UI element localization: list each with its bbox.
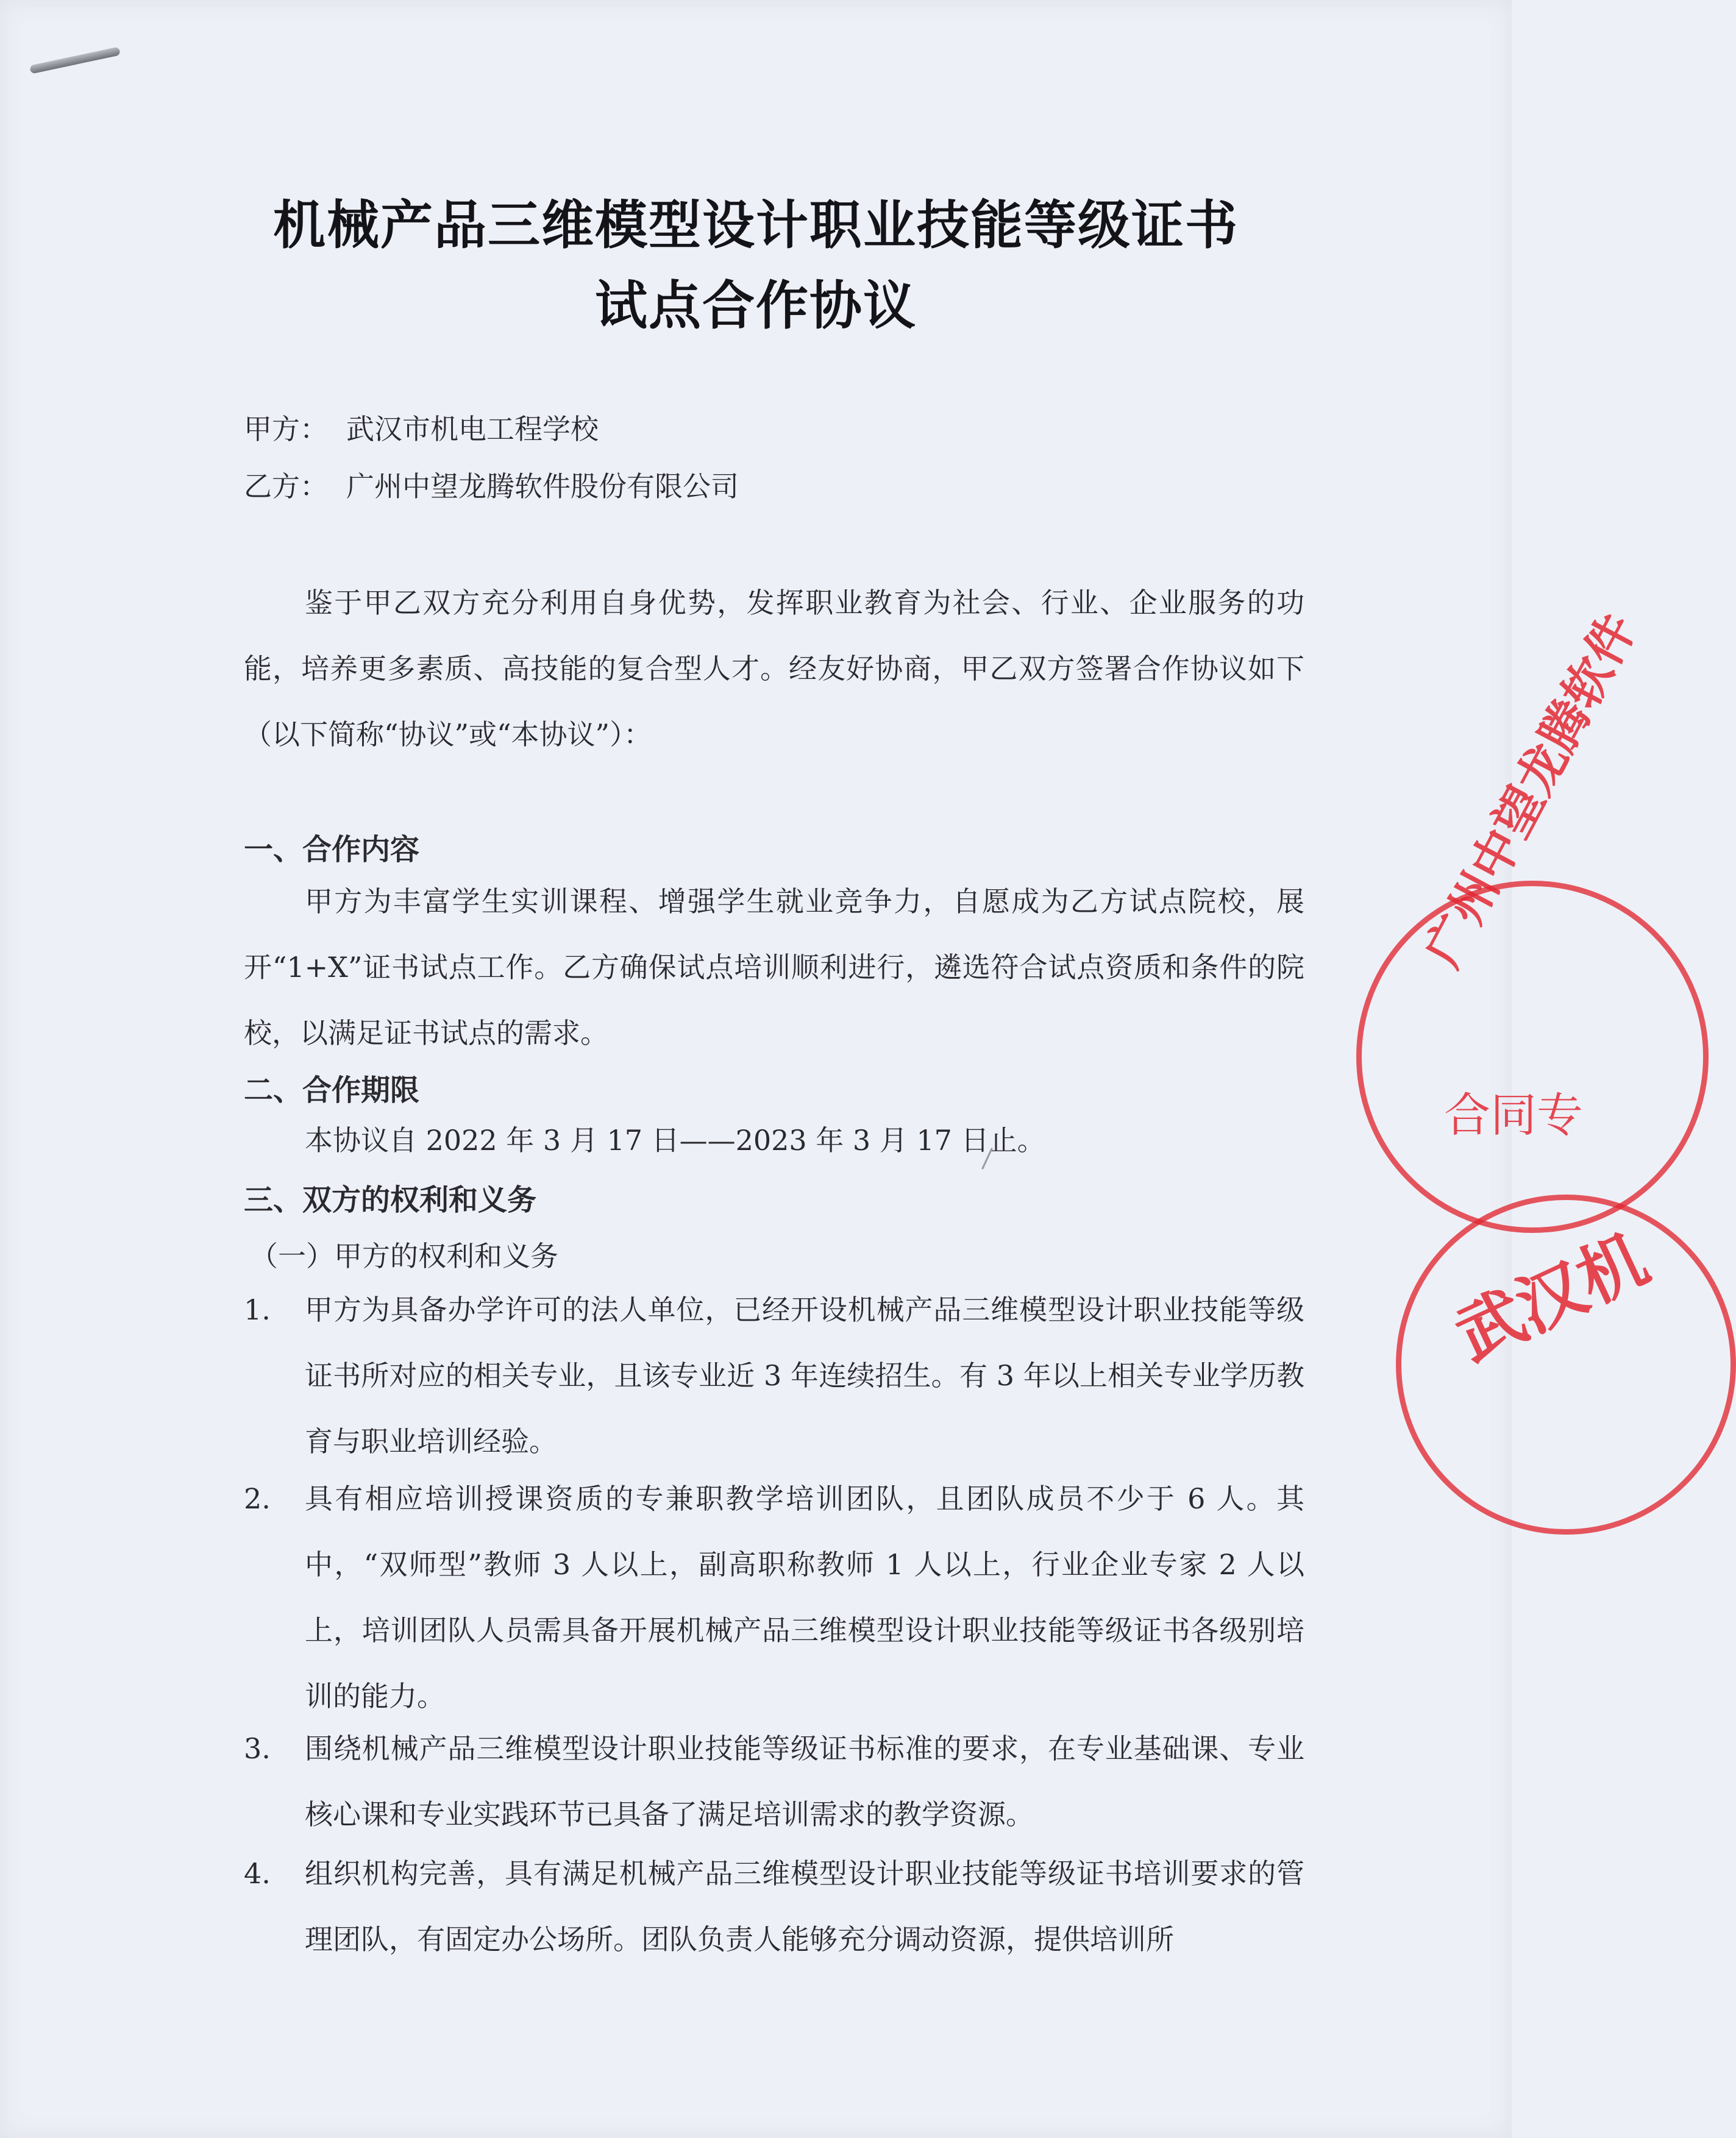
- section1-body: 甲方为丰富学生实训课程、增强学生就业竞争力，自愿成为乙方试点院校，展开“1+X”证书试点工作。乙方确保试点培训顺利进行，遴选符合试点资质和条件的院校，以满足证书试点的需求。: [244, 885, 1304, 1049]
- party-a: [244, 407, 599, 447]
- section3-subheading: （一）甲方的权利和义务: [250, 1240, 558, 1273]
- list-item: [244, 1277, 1304, 1474]
- list-item: [244, 1716, 1304, 1847]
- party-b-label: 乙方：: [244, 470, 328, 503]
- list-item: [244, 1841, 1304, 1972]
- list-item-text: 围绕机械产品三维模型设计职业技能等级证书标准的要求，在专业基础课、专业核心课和专业实践环节已具备了满足培训需求的教学资源。: [305, 1732, 1304, 1831]
- document-title-line2: 试点合作协议: [595, 275, 917, 336]
- company-seal-text: 广州中望龙腾软件: [1414, 605, 1648, 976]
- section3-heading: 三、双方的权利和义务: [244, 1183, 537, 1217]
- party-b: [244, 464, 739, 505]
- school-seal-text: 武汉机: [1444, 1220, 1660, 1376]
- list-item-number: 3.: [244, 1732, 271, 1765]
- list-item: [244, 1466, 1304, 1729]
- preamble-paragraph: 鉴于甲乙双方充分利用自身优势，发挥职业教育为社会、行业、企业服务的功能，培养更多素质、高技能的复合型人才。经友好协商，甲乙双方签署合作协议如下（以下简称“协议”或“本协议”）：: [244, 586, 1304, 751]
- party-a-label: 甲方：: [244, 413, 328, 446]
- section2-heading: 二、合作期限: [244, 1073, 420, 1107]
- company-seal: [1356, 605, 1709, 1233]
- list-item-number: 4.: [244, 1857, 271, 1890]
- list-item-number: 1.: [244, 1293, 271, 1326]
- list-item-text: 具有相应培训授课资质的专兼职教学培训团队，且团队成员不少于 6 人。其中，“双师型”教师 3 人以上，副高职称教师 1 人以上，行业企业专家 2 人以上，培训团队人员需具备开展机械产品三维模型设计职业技能等级证书各级别培训的能力。: [305, 1482, 1304, 1713]
- list-item-number: 2.: [244, 1482, 271, 1515]
- section2-body: 本协议自 2022 年 3 月 17 日——2023 年 3 月 17 日止。: [305, 1124, 1045, 1157]
- list-item-text: 组织机构完善，具有满足机械产品三维模型设计职业技能等级证书培训要求的管理团队，有固定办公场所。团队负责人能够充分调动资源，提供培训所: [305, 1857, 1304, 1956]
- list-item-text: 甲方为具备办学许可的法人单位，已经开设机械产品三维模型设计职业技能等级证书所对应的相关专业，且该专业近 3 年连续招生。有 3 年以上相关专业学历教育与职业培训经验。: [305, 1293, 1304, 1458]
- school-seal: [1396, 1195, 1736, 1535]
- party-b-name: 广州中望龙腾软件股份有限公司: [346, 470, 739, 503]
- document-title-line1: 机械产品三维模型设计职业技能等级证书: [273, 195, 1239, 256]
- staple-mark: [29, 47, 121, 74]
- company-seal-subtext: 合同专: [1444, 1088, 1583, 1142]
- party-a-name: 武汉市机电工程学校: [346, 413, 599, 446]
- section1-heading: 一、合作内容: [244, 833, 420, 867]
